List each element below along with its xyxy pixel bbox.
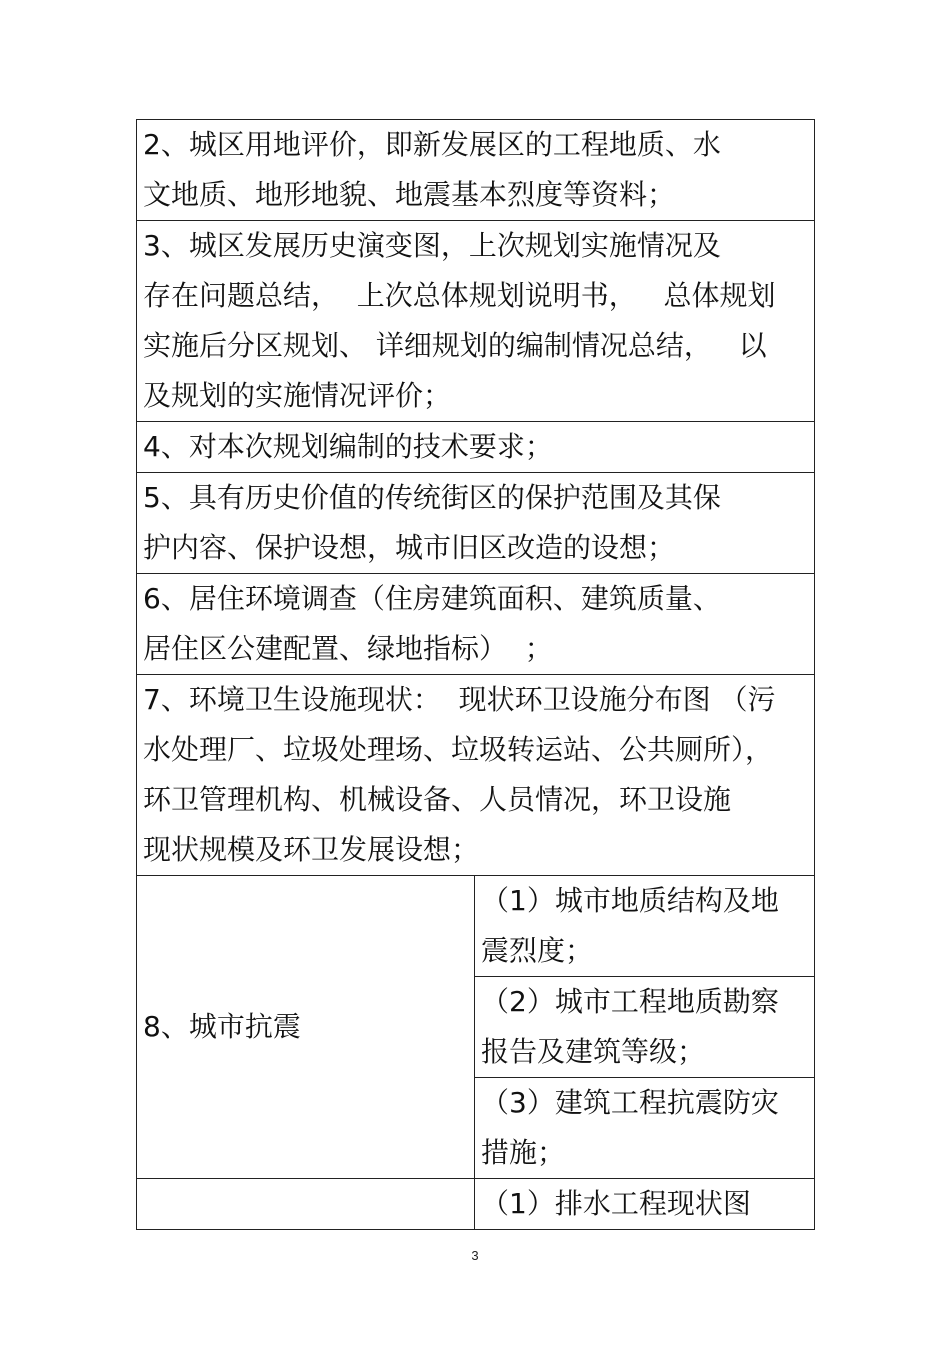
text-line: （1）排水工程现状图 [481, 1187, 751, 1220]
text-line: 实施后分区规划、 详细规划的编制情况总结， 以 [143, 329, 767, 362]
page-number: 3 [471, 1248, 479, 1263]
text-line: 5、具有历史价值的传统街区的保护范围及其保 [143, 481, 721, 514]
section-label-cell [137, 1179, 475, 1230]
table-cell [475, 977, 815, 1078]
table-row [137, 221, 815, 422]
text-line: 文地质、地形地貌、地震基本烈度等资料； [143, 178, 676, 211]
table-cell [475, 876, 815, 977]
text-line: 存在问题总结， 上次总体规划说明书， 总体规划 [143, 279, 776, 312]
table-row [137, 574, 815, 675]
table-cell [137, 574, 815, 675]
text-line: 3、城区发展历史演变图，上次规划实施情况及 [143, 229, 721, 262]
text-line: （1）城市地质结构及地 [481, 884, 779, 917]
table-cell [137, 120, 815, 221]
document-table [136, 119, 815, 1230]
section-label [143, 1179, 468, 1229]
table-row [137, 876, 815, 977]
table-cell [137, 473, 815, 574]
table-row [137, 120, 815, 221]
text-line: 现状规模及环卫发展设想； [143, 833, 480, 866]
table-row [137, 675, 815, 876]
text-line: 震烈度； [481, 934, 594, 967]
text-line: 6、居住环境调查（住房建筑面积、建筑质量、 [143, 582, 721, 615]
table-cell [137, 675, 815, 876]
text-line: 水处理厂、垃圾处理场、垃圾转运站、公共厕所）， [143, 733, 774, 766]
table-cell [475, 1078, 815, 1179]
text-line: 居住区公建配置、绿地指标） ； [143, 632, 553, 665]
text-line: 报告及建筑等级； [481, 1035, 706, 1068]
section-label: 8、城市抗震 [143, 1010, 301, 1043]
text-line: （2）城市工程地质勘察 [481, 985, 779, 1018]
table-row [137, 422, 815, 473]
text-line: 护内容、保护设想，城市旧区改造的设想； [143, 531, 676, 564]
text-line: 4、对本次规划编制的技术要求； [143, 430, 553, 463]
text-line: （3）建筑工程抗震防灾 [481, 1086, 779, 1119]
text-line: 及规划的实施情况评价； [143, 379, 452, 412]
table-cell [475, 1179, 815, 1230]
text-line: 2、城区用地评价，即新发展区的工程地质、水 [143, 128, 721, 161]
text-line: 措施； [481, 1136, 566, 1169]
section-label-cell [137, 876, 475, 1179]
table-row [137, 1179, 815, 1230]
text-line: 7、环境卫生设施现状： 现状环卫设施分布图 （污 [143, 683, 776, 716]
table-row [137, 473, 815, 574]
table-cell [137, 422, 815, 473]
table-cell [137, 221, 815, 422]
text-line: 环卫管理机构、机械设备、人员情况，环卫设施 [143, 783, 732, 816]
